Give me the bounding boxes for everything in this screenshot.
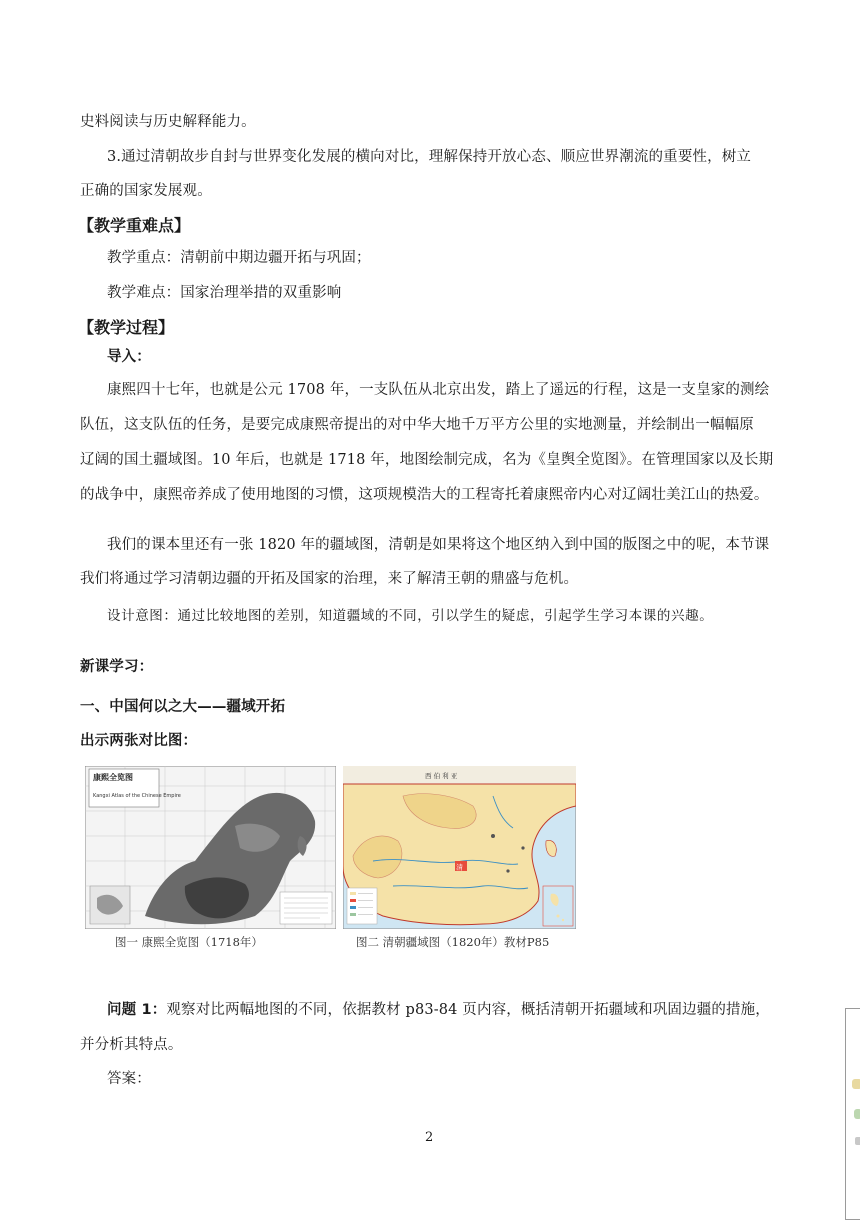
section-title: 一、中国何以之大——疆域开拓 xyxy=(80,699,286,715)
intro-paragraph-line: 队伍，这支队伍的任务，是要完成康熙帝提出的对中华大地千万平方公里的实地测量，并绘制出一幅幅原 xyxy=(80,417,754,433)
show-maps-label: 出示两张对比图： xyxy=(80,733,198,749)
intro-paragraph-line: 的战争中，康熙帝养成了使用地图的习惯，这项规模浩大的工程寄托着康熙帝内心对辽阔壮美江山的热爱。 xyxy=(80,487,769,503)
question-label: 问题 1： xyxy=(107,1002,167,1018)
objective-line: 正确的国家发展观。 xyxy=(80,183,212,199)
new-lesson-label: 新课学习： xyxy=(80,659,154,675)
kangxi-map-subtitle: Kangxi Atlas of the Chinese Empire xyxy=(93,793,181,799)
kangxi-map-title: 康熙全览图 xyxy=(93,773,133,782)
question-text: 观察对比两幅地图的不同，依据教材 p83-84 页内容，概括清朝开拓疆域和巩固边疆的措施， xyxy=(166,1002,770,1018)
intro-paragraph-line: 辽阔的国土疆域图。10 年后，也就是 1718 年，地图绘制完成，名为《皇舆全览图》。在管理国家以及长期 xyxy=(80,452,774,468)
section-heading-key-points: 【教学重难点】 xyxy=(78,216,191,235)
question-line xyxy=(107,1000,770,1020)
design-intent: 设计意图：通过比较地图的差别，知道疆域的不同，引以学生的疑虑，引起学生学习本课的兴趣。 xyxy=(107,608,714,624)
qing-map-capital-label: 清 xyxy=(456,863,463,872)
intro-label: 导入： xyxy=(107,349,151,365)
page-number: 2 xyxy=(425,1130,434,1145)
section-heading-process: 【教学过程】 xyxy=(78,318,175,337)
adjacent-page-thumbnail xyxy=(845,1008,860,1220)
intro-paragraph-line: 康熙四十七年，也就是公元 1708 年，一支队伍从北京出发，踏上了遥远的行程，这是一支皇家的测绘 xyxy=(107,382,770,398)
intro-paragraph-line: 我们的课本里还有一张 1820 年的疆域图，清朝是如果将这个地区纳入到中国的版图之中的呢，本节课 xyxy=(107,537,770,553)
teaching-difficulty: 教学难点：国家治理举措的双重影响 xyxy=(107,285,342,301)
figure-caption-1: 图一 康熙全览图（1718年） xyxy=(115,935,263,949)
figure-caption-2: 图二 清朝疆域图（1820年）教材P85 xyxy=(356,935,550,949)
question-line-2: 并分析其特点。 xyxy=(80,1037,183,1053)
teaching-focus: 教学重点：清朝前中期边疆开拓与巩固； xyxy=(107,250,371,266)
answer-label: 答案： xyxy=(107,1071,151,1087)
objective-line: 3.通过清朝故步自封与世界变化发展的横向对比，理解保持开放心态、顺应世界潮流的重要性，树立 xyxy=(107,149,752,165)
intro-paragraph-line: 我们将通过学习清朝边疆的开拓及国家的治理，来了解清王朝的鼎盛与危机。 xyxy=(80,571,579,587)
objective-line: 史料阅读与历史解释能力。 xyxy=(80,114,256,130)
qing-map-header: 西 伯 利 亚 xyxy=(425,772,458,780)
qing-territory-map-image xyxy=(343,766,576,929)
kangxi-map-image xyxy=(85,766,336,929)
